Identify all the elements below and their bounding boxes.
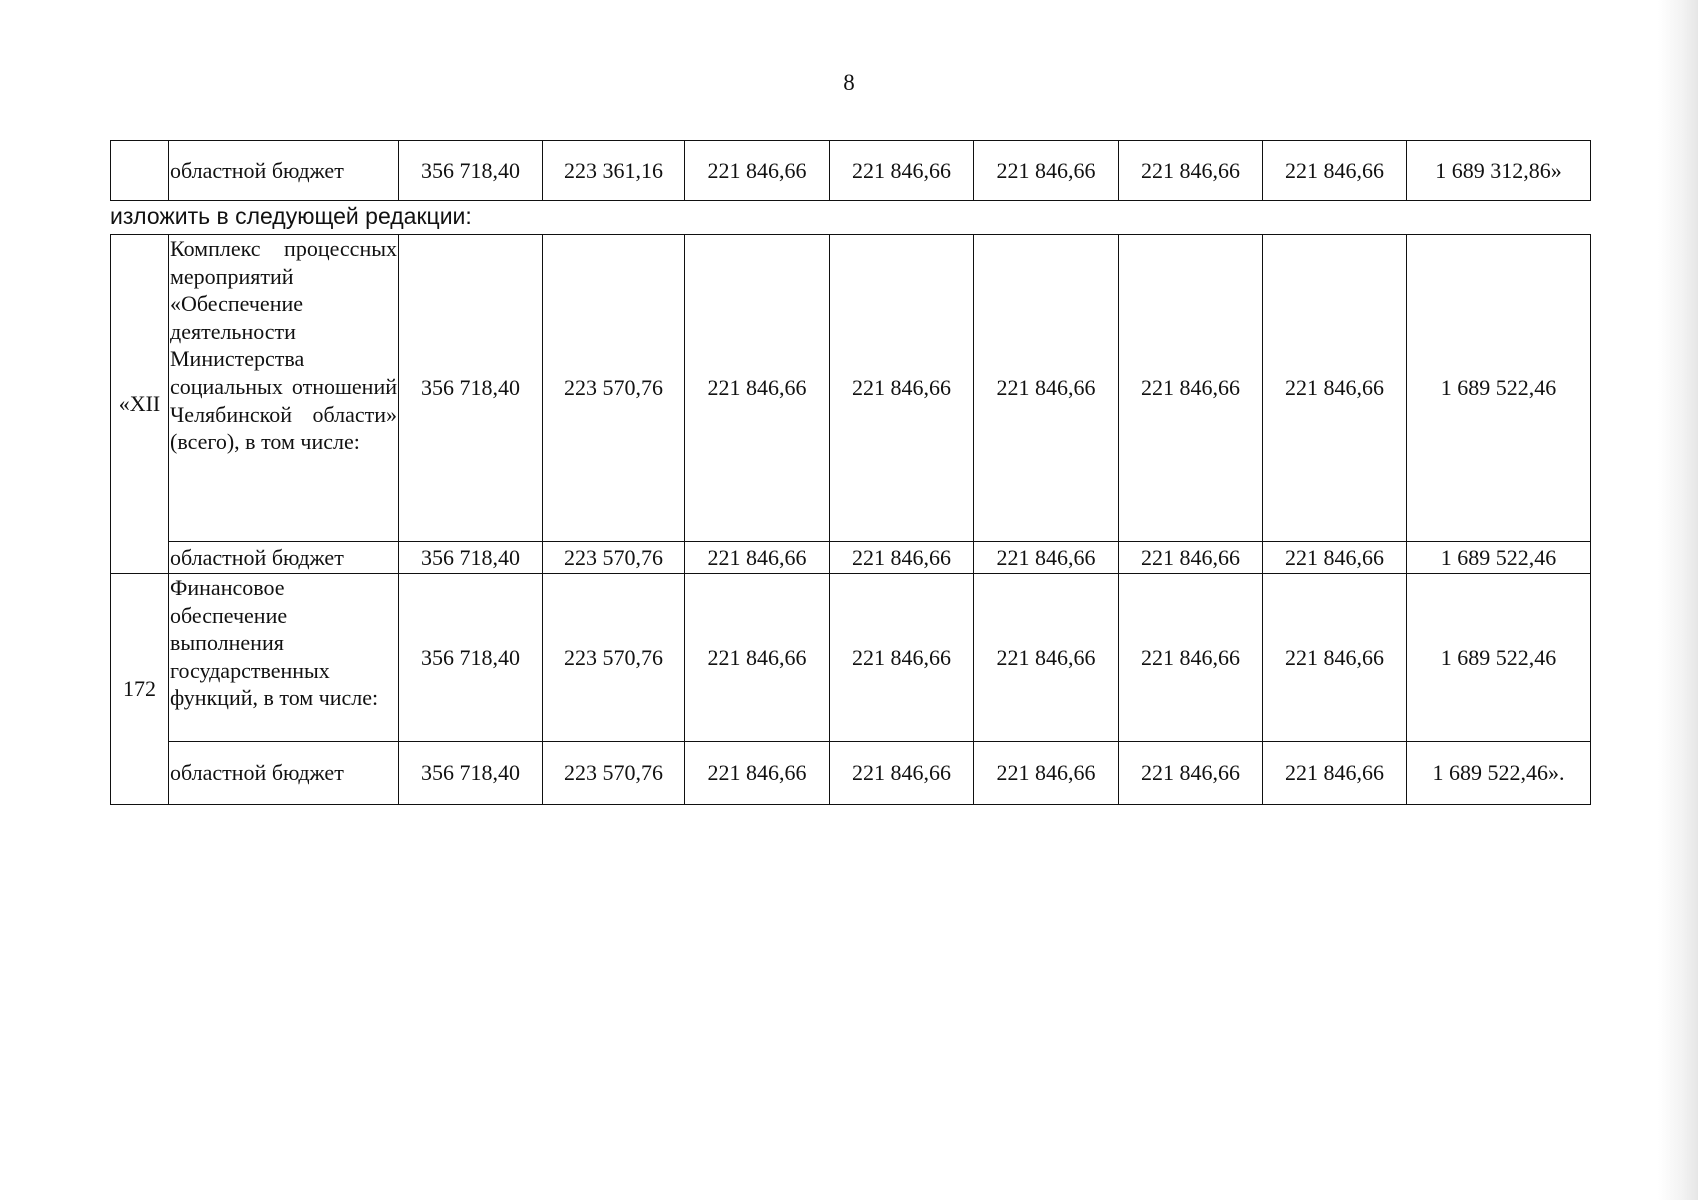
value-cell: 221 846,66 <box>685 141 830 201</box>
value-cell: 221 846,66 <box>1263 742 1407 805</box>
total-cell: 1 689 522,46 <box>1407 235 1591 542</box>
value-cell: 223 361,16 <box>543 141 685 201</box>
value-cell: 221 846,66 <box>974 235 1119 542</box>
value-cell: 221 846,66 <box>1119 542 1263 574</box>
value-cell: 356 718,40 <box>399 542 543 574</box>
value-cell: 221 846,66 <box>1119 574 1263 742</box>
value-cell: 221 846,66 <box>830 742 974 805</box>
value-cell: 221 846,66 <box>974 542 1119 574</box>
value-cell: 223 570,76 <box>543 235 685 542</box>
total-cell: 1 689 522,46 <box>1407 542 1591 574</box>
row-index-cell: «XII <box>111 235 169 574</box>
table-row <box>111 742 1591 805</box>
budget-table-new <box>110 234 1591 805</box>
page-number: 8 <box>843 70 855 95</box>
table-row <box>111 542 1591 574</box>
value-cell: 221 846,66 <box>974 574 1119 742</box>
value-cell: 356 718,40 <box>399 574 543 742</box>
value-cell: 221 846,66 <box>830 574 974 742</box>
row-index-cell: 172 <box>111 574 169 805</box>
value-cell: 221 846,66 <box>685 542 830 574</box>
total-cell: 1 689 522,46 <box>1407 574 1591 742</box>
value-cell: 356 718,40 <box>399 742 543 805</box>
value-cell: 221 846,66 <box>974 141 1119 201</box>
value-cell: 221 846,66 <box>1119 742 1263 805</box>
budget-table-old <box>110 140 1591 201</box>
value-cell: 221 846,66 <box>1263 141 1407 201</box>
value-cell: 221 846,66 <box>974 742 1119 805</box>
value-cell: 223 570,76 <box>543 742 685 805</box>
row-name-cell: Финансовое обеспечение выполнения государственных функций, в том числе: <box>169 574 399 742</box>
value-cell: 223 570,76 <box>543 542 685 574</box>
table-row <box>111 235 1591 542</box>
value-cell: 223 570,76 <box>543 574 685 742</box>
value-cell: 221 846,66 <box>1119 141 1263 201</box>
value-cell: 221 846,66 <box>685 742 830 805</box>
value-cell: 221 846,66 <box>830 235 974 542</box>
amendment-instruction: изложить в следующей редакции: <box>110 203 472 229</box>
row-name-cell: областной бюджет <box>169 742 399 805</box>
value-cell: 221 846,66 <box>685 235 830 542</box>
scan-edge-shadow <box>1658 0 1698 1200</box>
row-index-cell <box>111 141 169 201</box>
value-cell: 221 846,66 <box>1263 574 1407 742</box>
row-name-cell: областной бюджет <box>169 141 399 201</box>
row-name-cell: областной бюджет <box>169 542 399 574</box>
value-cell: 221 846,66 <box>685 574 830 742</box>
value-cell: 221 846,66 <box>1263 235 1407 542</box>
table-row <box>111 141 1591 201</box>
row-name-cell: Комплекс процессных мероприятий «Обеспечение деятельности Министерства социальных отношений Челябинской области» (всего), в том числе: <box>169 235 399 542</box>
total-cell: 1 689 312,86» <box>1407 141 1591 201</box>
value-cell: 356 718,40 <box>399 141 543 201</box>
value-cell: 356 718,40 <box>399 235 543 542</box>
value-cell: 221 846,66 <box>830 141 974 201</box>
total-cell: 1 689 522,46». <box>1407 742 1591 805</box>
value-cell: 221 846,66 <box>1263 542 1407 574</box>
value-cell: 221 846,66 <box>1119 235 1263 542</box>
table-row <box>111 574 1591 742</box>
value-cell: 221 846,66 <box>830 542 974 574</box>
